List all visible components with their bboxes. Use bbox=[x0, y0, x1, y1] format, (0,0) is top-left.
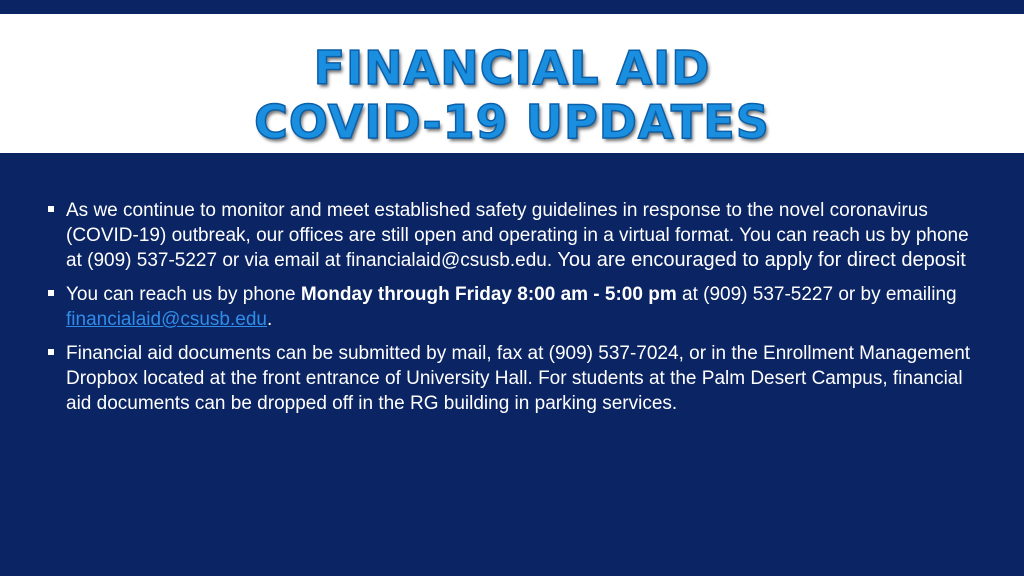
title-panel bbox=[0, 14, 1024, 153]
slide-title-line-2: COVID-19 UPDATES bbox=[254, 95, 770, 149]
bullet-item-phone-hours bbox=[48, 282, 978, 332]
bullet-text: As we continue to monitor and meet established safety guidelines in response to the novel coronavirus (COVID-19) outbreak, our offices are still open and operating in a virtual format. You can reach us by phone at (909) 537-5227 or via email at financialaid@csusb.edu. bbox=[66, 200, 969, 271]
top-border-band bbox=[0, 0, 1024, 14]
square-bullet-icon bbox=[48, 290, 54, 296]
bullet-text: Financial aid documents can be submitted by mail, fax at (909) 537-7024, or in the Enrollment Management Dropbox located at the front entrance of University Hall. For students at the Palm Desert Campus, financial aid documents can be dropped off in the RG building in parking services. bbox=[66, 343, 971, 414]
bullet-text-middle: at (909) 537-5227 or by emailing bbox=[676, 284, 957, 305]
bullet-text-direct-deposit: You are encouraged to apply for direct deposit bbox=[557, 249, 966, 271]
email-link[interactable]: financialaid@csusb.edu bbox=[66, 309, 267, 330]
square-bullet-icon bbox=[48, 349, 54, 355]
bullet-item-office-status bbox=[48, 198, 978, 273]
office-hours-text: Monday through Friday 8:00 am - 5:00 pm bbox=[300, 284, 677, 305]
slide-title-line-1: FINANCIAL AID bbox=[313, 41, 711, 95]
square-bullet-icon bbox=[48, 206, 54, 212]
bullet-text-prefix: You can reach us by phone bbox=[66, 284, 301, 305]
bullet-list bbox=[48, 198, 978, 425]
bullet-item-documents bbox=[48, 341, 978, 416]
bullet-text-suffix: . bbox=[266, 309, 273, 330]
